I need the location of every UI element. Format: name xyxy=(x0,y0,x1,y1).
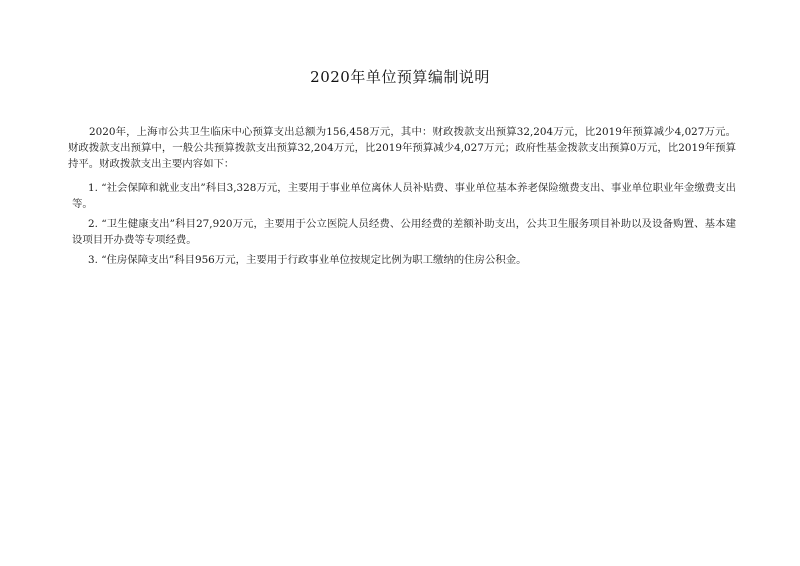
list-item: 2. “卫生健康支出”科目27,920万元，主要用于公立医院人员经费、公用经费的差额补助支出，公共卫生服务项目补助以及设备购置、基本建设项目开办费等专项经费。 xyxy=(72,218,736,247)
intro-paragraph: 2020年，上海市公共卫生临床中心预算支出总额为156,458万元，其中：财政拨款支出预算32,204万元，比2019年预算减少4,027万元。财政拨款支出预算中，一般公共预算拨款支出预算32,204万元，比2019年预算减少4,027万元；政府性基金拨款支出预算0万元，比2019年预算持平。财政拨款支出主要内容如下： xyxy=(68,126,736,171)
document-title: 2020年单位预算编制说明 xyxy=(310,68,490,86)
list-item: 1. “社会保障和就业支出”科目3,328万元，主要用于事业单位离休人员补贴费、事业单位基本养老保险缴费支出、事业单位职业年金缴费支出等。 xyxy=(72,182,736,211)
list-item: 3. “住房保障支出”科目956万元，主要用于行政事业单位按规定比例为职工缴纳的住房公积金。 xyxy=(88,254,527,267)
